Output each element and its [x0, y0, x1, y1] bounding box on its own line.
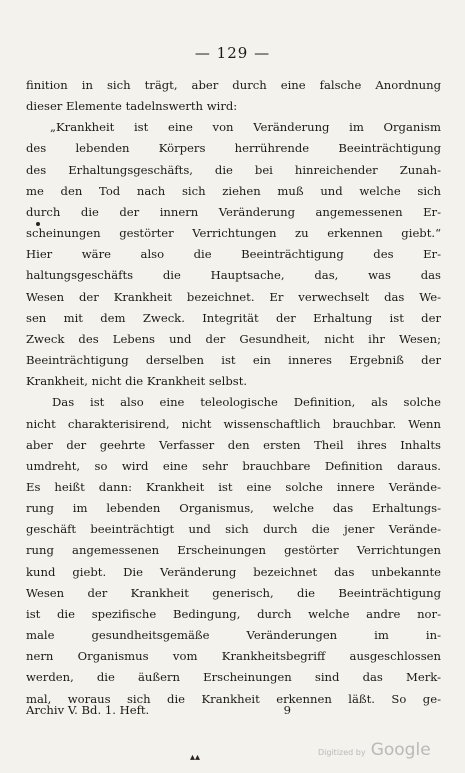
text-line: kund giebt. Die Veränderung bezeichnet das unbekannte [26, 564, 441, 579]
page-number: — 129 — [194, 44, 271, 62]
sheet-number: 9 [283, 703, 291, 717]
text-line: geschäft beeinträchtigt und sich durch die jener Verände- [26, 522, 441, 537]
text-line: mal, woraus sich die Krankheit erkennen läßt. So ge- [26, 691, 441, 706]
body-text [26, 75, 441, 710]
digitization-watermark [318, 740, 431, 760]
text-line: dieser Elemente tadelnswerth wird: [26, 99, 238, 114]
text-line: Wesen der Krankheit bezeichnet. Er verwechselt das We- [26, 289, 441, 304]
text-line: finition in sich trägt, aber durch eine falsche Anordnung [26, 78, 441, 92]
text-line: werden, die äußern Erscheinungen sind das Merk- [26, 670, 441, 685]
text-line: rung angemessenen Erscheinungen gestörter Verrichtungen [26, 543, 441, 558]
text-line: nicht charakterisirend, nicht wissenschaftlich brauchbar. Wenn [26, 416, 441, 431]
text-line: Zweck des Lebens und der Gesundheit, nicht ihr Wesen; [26, 331, 441, 346]
text-line: Beeinträchtigung derselben ist ein inneres Ergebniß der [26, 353, 441, 368]
text-line: male gesundheitsgemäße Veränderungen im in- [26, 628, 441, 643]
watermark-logo: Google [370, 740, 431, 760]
text-line: nern Organismus vom Krankheitsbegriff ausgeschlossen [26, 649, 441, 664]
text-line: sen mit dem Zweck. Integrität der Erhaltung ist der [26, 310, 441, 325]
paragraph-start: Das ist also eine teleologische Definition, als solche [52, 395, 441, 410]
quote-line: me den Tod nach sich ziehen muß und welche sich [26, 183, 441, 198]
footer [26, 703, 441, 717]
quote-line: durch die der innern Veränderung angemessenen Er- [26, 204, 441, 219]
text-line: aber der geehrte Verfasser den ersten Theil ihres Inhalts [26, 437, 441, 452]
text-line: haltungsgeschäfts die Hauptsache, das, was das [26, 268, 441, 283]
text-line: Hier wäre also die Beeinträchtigung des Er- [26, 247, 441, 262]
text-line: Wesen der Krankheit generisch, die Beeinträchtigung [26, 585, 441, 600]
quote-line: des lebenden Körpers herrührende Beeinträchtigung [26, 141, 441, 156]
text-line: ist die spezifische Bedingung, durch welche andre nor- [26, 606, 441, 621]
quote-line: des Erhaltungsgeschäfts, die bei hinreichender Zunah- [26, 162, 441, 177]
signature-mark: Archiv V. Bd. 1. Heft. [26, 703, 150, 717]
quote-line: „Krankheit ist eine von Veränderung im Organism [50, 120, 441, 135]
text-line: umdreht, so wird eine sehr brauchbare Definition daraus. [26, 458, 441, 473]
watermark-prefix: Digitized by [318, 748, 366, 757]
ink-smudge: ▴▴ [190, 752, 201, 763]
text-line: Krankheit, nicht die Krankheit selbst. [26, 374, 248, 389]
text-line: Es heißt dann: Krankheit ist eine solche innere Verände- [26, 479, 441, 494]
text-line: rung im lebenden Organismus, welche das Erhaltungs- [26, 501, 441, 516]
quote-line: scheinungen gestörter Verrichtungen zu erkennen giebt.“ [26, 226, 441, 241]
